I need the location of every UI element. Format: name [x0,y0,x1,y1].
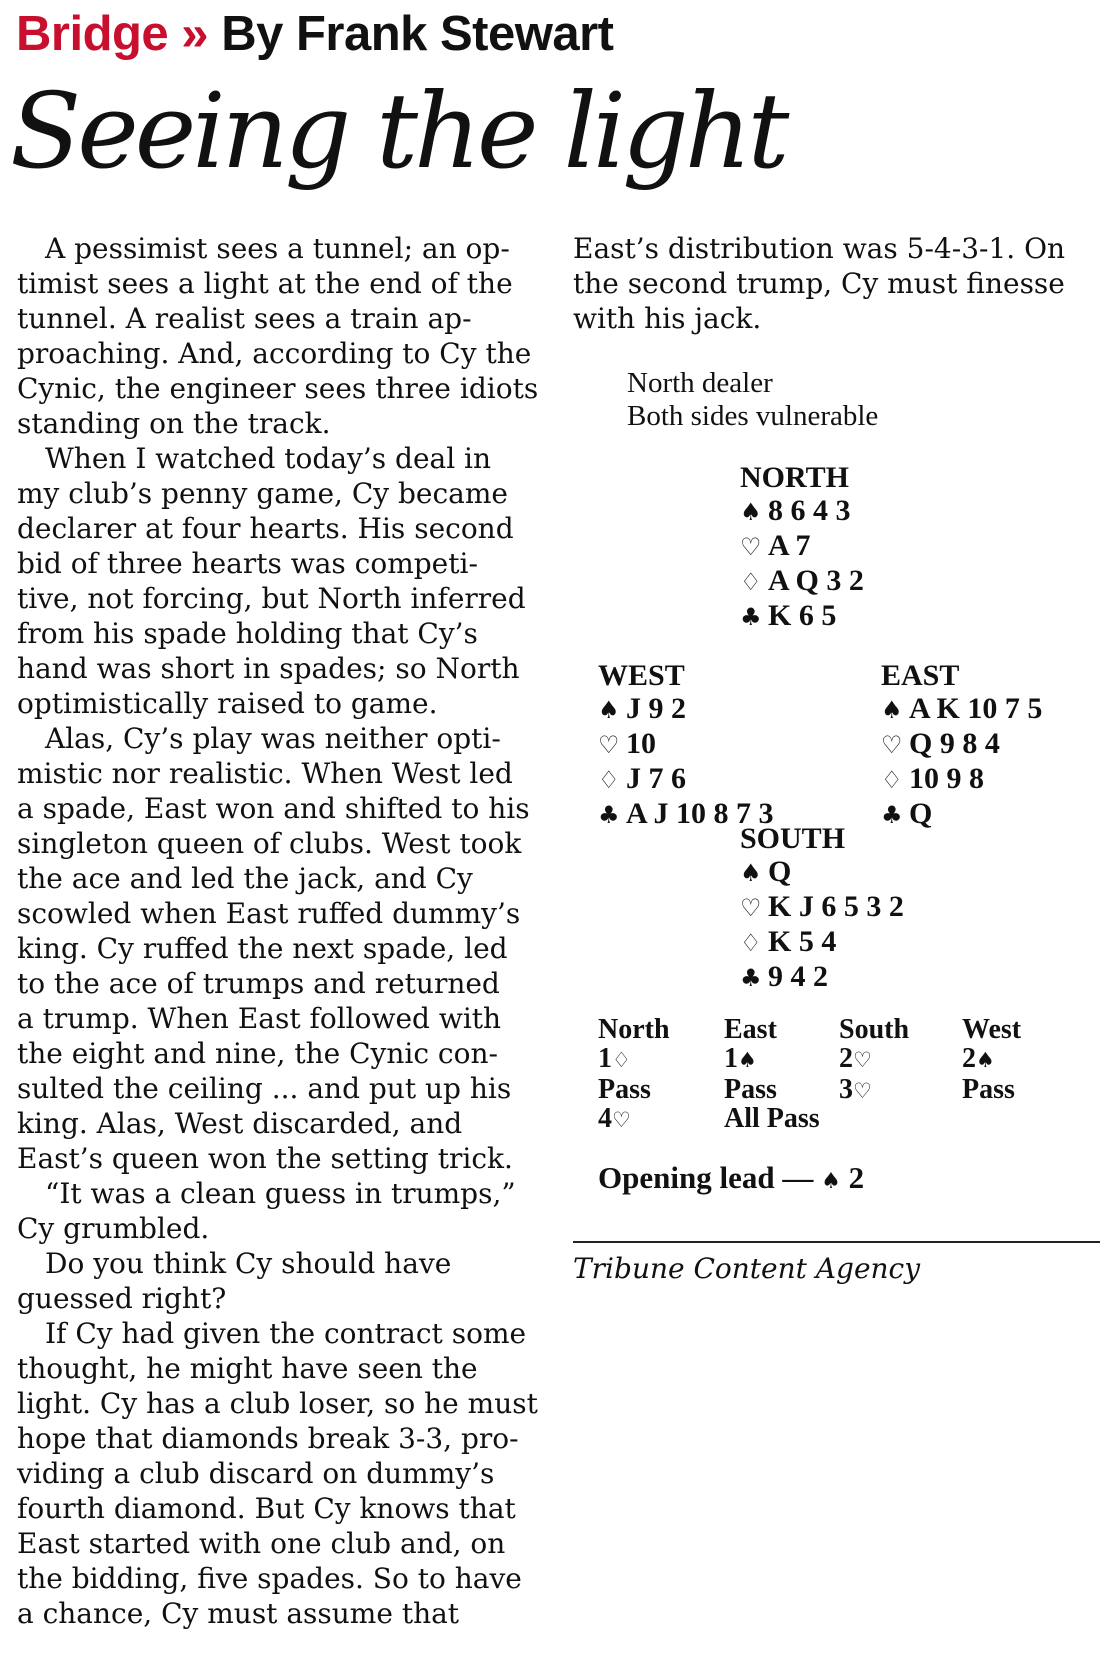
club-icon: ♣ [598,801,620,829]
article-line: East’s queen won the setting trick. [17,1142,513,1175]
diamonds-holding: ♢ J 7 6 [598,762,686,795]
spades-holding: ♠ 8 6 4 3 [740,494,851,527]
spades-holding: ♠ J 9 2 [598,692,686,725]
diamond-icon: ♢ [740,929,762,957]
bid-level: 1 [598,1043,612,1074]
diamond-icon: ♢ [598,766,620,794]
clubs-holding: ♣ K 6 5 [740,599,837,632]
auction-header-west: West [962,1014,1022,1045]
auction-bid: Pass [724,1074,777,1105]
east-hand [881,659,1042,832]
bid-level: 4 [598,1103,612,1134]
article-line: guessed right? [17,1282,227,1315]
article-line: “It was a clean guess in trumps,” [17,1177,516,1210]
article-line: When I watched today’s deal in [17,442,492,475]
article-line: hope that diamonds break 3-3, pro- [17,1422,519,1455]
article-line: Cynic, the engineer sees three idiots [17,372,539,405]
diamonds-holding: ♢ A Q 3 2 [740,564,864,597]
auction-bid: All Pass [724,1103,820,1134]
article-line: sulted the ceiling ... and put up his [17,1072,512,1105]
heart-icon: ♡ [740,533,762,561]
article-line: viding a club discard on dummy’s [17,1457,495,1490]
article-line: Do you think Cy should have [17,1247,452,1280]
hearts-holding: ♡ K J 6 5 3 2 [740,890,904,923]
clubs-holding: ♣ 9 4 2 [740,960,828,993]
article-line: the eight and nine, the Cynic con- [17,1037,498,1070]
hand-label: NORTH [740,461,849,494]
article-line: thought, he might have seen the [17,1352,478,1385]
column-header [16,6,614,62]
bid-suit-icon: ♢ [612,1048,631,1072]
bid-level: 3 [839,1074,853,1105]
auction-bid [839,1075,909,1106]
byline: By Frank Stewart [221,7,614,61]
spades-holding: ♠ A K 10 7 5 [881,692,1043,725]
deal-conditions [627,367,878,433]
spade-icon: ♠ [881,696,903,724]
south-hand [740,822,904,995]
heart-icon: ♡ [881,731,903,759]
auction-bid [598,1104,670,1135]
hearts-holding: ♡ Q 9 8 4 [881,727,1000,760]
auction-header-south: South [839,1014,910,1045]
article-line: from his spade holding that Cy’s [17,617,478,650]
club-icon: ♣ [740,603,762,631]
bid-suit-icon: ♡ [853,1048,872,1072]
article-line: with his jack. [573,302,762,335]
article-line: light. Cy has a club loser, so he must [17,1387,538,1420]
article-line: standing on the track. [17,407,331,440]
article-line: king. Alas, West discarded, and [17,1107,463,1140]
article-line: a trump. When East followed with [17,1002,502,1035]
hearts-holding: ♡ A 7 [740,529,811,562]
spades-holding: ♠ Q [740,855,792,888]
spade-icon: ♠ [598,696,620,724]
article-line: optimistically raised to game. [17,687,438,720]
auction-header-east: East [724,1014,777,1045]
auction-header-north: North [598,1014,670,1045]
article-line: fourth diamond. But Cy knows that [17,1492,516,1525]
article-line: A pessimist sees a tunnel; an op- [17,232,510,265]
spade-icon: ♠ [740,498,762,526]
spade-icon: ♠ [821,1169,841,1194]
opening-lead-card: 2 [848,1160,865,1195]
dealer-text: North dealer [627,367,773,399]
clubs-holding: ♣ A J 10 8 7 3 [598,797,774,830]
article-line: mistic nor realistic. When West led [17,757,513,790]
article-line: to the ace of trumps and returned [17,967,500,1000]
headline: Seeing the light [10,70,786,192]
article-line: If Cy had given the contract some [17,1317,527,1350]
auction-bid [724,1044,820,1075]
article-line: my club’s penny game, Cy became [17,477,508,510]
diamonds-holding: ♢ K 5 4 [740,925,837,958]
article-line: East started with one club and, on [17,1527,506,1560]
west-hand [598,659,774,832]
vulnerability-text: Both sides vulnerable [627,400,879,432]
auction-column-north [598,1015,670,1135]
hearts-holding: ♡ 10 [598,727,656,760]
auction-bid [839,1044,909,1075]
article-line: timist sees a light at the end of the [17,267,513,300]
auction-column-south [839,1015,909,1106]
article-line: hand was short in spades; so North [17,652,520,685]
article-line: tive, not forcing, but North inferred [17,582,526,615]
article-line: East’s distribution was 5-4-3-1. On [573,232,1066,265]
article-line: declarer at four hearts. His second [17,512,514,545]
article-line: bid of three hearts was competi- [17,547,478,580]
auction-column-east [724,1015,820,1133]
bid-suit-icon: ♠ [738,1048,757,1072]
heart-icon: ♡ [598,731,620,759]
clubs-holding: ♣ Q [881,797,933,830]
bid-level: 1 [724,1043,738,1074]
article-line: Alas, Cy’s play was neither opti- [17,722,501,755]
article-line: king. Cy ruffed the next spade, led [17,932,508,965]
section-kicker: Bridge » [16,7,209,61]
article-line: a spade, East won and shifted to his [17,792,530,825]
north-hand [740,461,864,634]
auction-bid [598,1044,670,1075]
diamonds-holding: ♢ 10 9 8 [881,762,984,795]
auction-bid [962,1044,1021,1075]
divider-rule [573,1241,1100,1243]
bid-suit-icon: ♡ [853,1079,872,1103]
article-line: proaching. And, according to Cy the [17,337,532,370]
bid-suit-icon: ♠ [976,1048,995,1072]
diamond-icon: ♢ [881,766,903,794]
opening-lead [598,1160,864,1196]
article-line: Cy grumbled. [17,1212,210,1245]
auction-bid: Pass [962,1074,1015,1105]
hand-label: SOUTH [740,822,846,855]
heart-icon: ♡ [740,894,762,922]
opening-lead-label: Opening lead — [598,1160,814,1195]
article-right-column [573,231,1093,336]
article-line: singleton queen of clubs. West took [17,827,522,860]
article-line: the second trump, Cy must finesse [573,267,1065,300]
bid-suit-icon: ♡ [612,1108,631,1132]
article-line: a chance, Cy must assume that [17,1597,460,1630]
club-icon: ♣ [881,801,903,829]
article-line: tunnel. A realist sees a train ap- [17,302,472,335]
spade-icon: ♠ [740,859,762,887]
auction-column-west [962,1015,1021,1104]
club-icon: ♣ [740,964,762,992]
bid-level: 2 [839,1043,853,1074]
article-line: the ace and led the jack, and Cy [17,862,473,895]
auction-bid: Pass [598,1074,651,1105]
diamond-icon: ♢ [740,568,762,596]
article-line: scowled when East ruffed dummy’s [17,897,521,930]
bid-level: 2 [962,1043,976,1074]
article-line: the bidding, five spades. So to have [17,1562,522,1595]
agency-credit: Tribune Content Agency [573,1252,921,1285]
article-left-column [17,231,557,1631]
hand-label: WEST [598,659,685,692]
hand-label: EAST [881,659,960,692]
